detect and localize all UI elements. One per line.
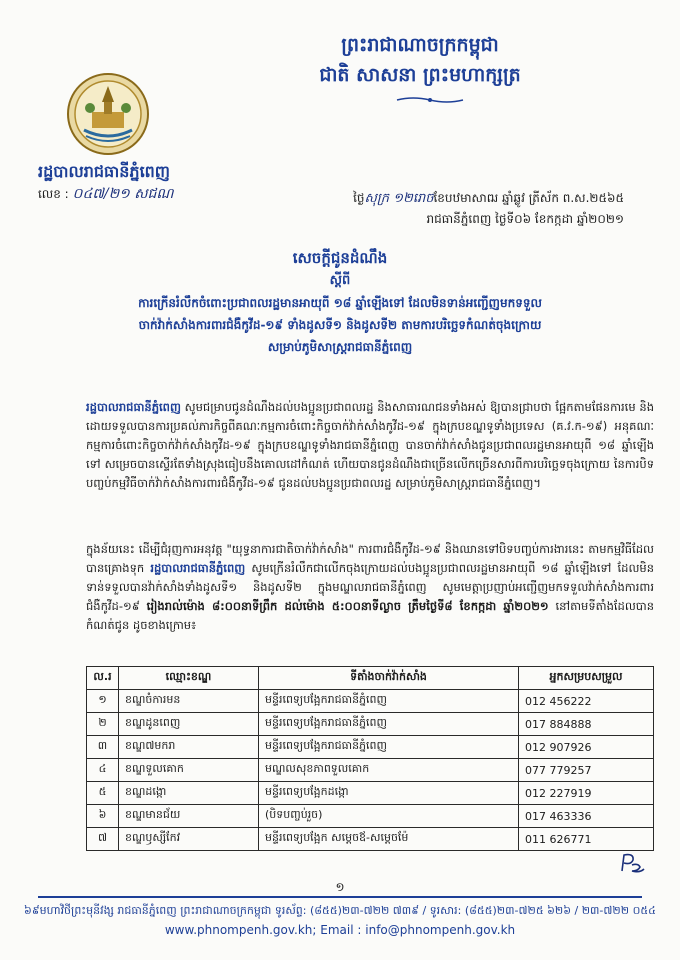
cell-phone: 012 907926 xyxy=(519,736,654,759)
footer-contact: www.phnompenh.gov.kh; Email : info@phnompenh.gov.kh xyxy=(164,923,516,937)
cell-district: ខណ្ឌឫស្សីកែវ xyxy=(119,828,259,851)
cell-site: មណ្ឌលសុខភាពទួលគោក xyxy=(259,759,519,782)
date-lunar-rest: ខែបឋមាសាឍ ឆ្នាំឆ្លូវ ត្រីស័ក ព.ស.២៥៦៥ xyxy=(433,191,624,205)
cell-phone: 077 779257 xyxy=(519,759,654,782)
notice-titles xyxy=(40,246,640,358)
cell-site: មន្ទីរពេទ្យបង្អែកដង្កោ xyxy=(259,782,519,805)
cell-district: ខណ្ឌដូនពេញ xyxy=(119,713,259,736)
paragraph-2-text-c: នៅតាមទីតាំងដែលបានកំណត់ជូន ដូចខាងក្រោម៖ xyxy=(86,599,655,632)
footer-divider xyxy=(38,896,642,898)
notice-subject-line-1: ការក្រើនរំលឹកចំពោះប្រជាពលរដ្ឋមានអាយុពី ១៨ ឆ្នាំឡើងទៅ ដែលមិនទាន់អញ្ជើញមកទទួល xyxy=(138,296,542,310)
cell-number: ៦ xyxy=(87,805,119,828)
lunar-date xyxy=(353,188,624,209)
reference-label: លេខ : xyxy=(38,187,69,201)
footer-website-link[interactable]: www.phnompenh.gov.kh xyxy=(164,923,313,937)
reference-number xyxy=(38,184,174,204)
table-row xyxy=(87,690,654,713)
table-row xyxy=(87,782,654,805)
cell-site: មន្ទីរពេទ្យបង្អែករាជធានីភ្នំពេញ xyxy=(259,736,519,759)
cell-site: មន្ទីរពេទ្យបង្អែករាជធានីភ្នំពេញ xyxy=(259,713,519,736)
notice-subject-label: ស្តីពី xyxy=(329,273,351,288)
table-row xyxy=(87,759,654,782)
cell-site: មន្ទីរពេទ្យបង្អែករាជធានីភ្នំពេញ xyxy=(259,690,519,713)
cell-site: មន្ទីរពេទ្យបង្អែក សម្តេចឪ-សម្តេចម៉ែ xyxy=(259,828,519,851)
col-header-coordinator: អ្នកសម្របសម្រួល xyxy=(519,667,654,690)
cell-district: ខណ្ឌចំការមន xyxy=(119,690,259,713)
cell-district: ខណ្ឌដង្កោ xyxy=(119,782,259,805)
cell-number: ១ xyxy=(87,690,119,713)
date-block xyxy=(353,188,624,229)
cell-number: ២ xyxy=(87,713,119,736)
notice-subject-line-3: សម្រាប់ភូមិសាស្ត្ររាជធានីភ្នំពេញ xyxy=(267,340,413,354)
footer-address: ៦៩មហាវិថីព្រះមុនីវង្ស រាជធានីភ្នំពេញ ព្រះរាជាណាចក្រកម្ពុជា ទូរស័ព្ទ: (៨៥៥)២៣-៧២២ ៧៣៩ / ទូរសារ: (៨៥៥)២៣-៧២៥ ៦២៦ / ២៣-៧២២ ០៥៤ xyxy=(24,904,656,917)
sender-name: រដ្ឋបាលរាជធានីភ្នំពេញ xyxy=(38,162,171,181)
paragraph-2-schedule: រៀងរាល់ម៉ោង ៨:០០នាទីព្រឹក ដល់ម៉ោង ៥:០០នាទីល្ងាច ត្រឹមថ្ងៃទី៨ ខែកក្កដា ឆ្នាំ២០២១ xyxy=(146,599,549,613)
cell-phone: 017 884888 xyxy=(519,713,654,736)
cell-number: ៣ xyxy=(87,736,119,759)
paragraph-2-lead: រដ្ឋបាលរាជធានីភ្នំពេញ xyxy=(150,561,246,575)
footer-email-label: Email : xyxy=(320,923,362,937)
signature-initials-icon xyxy=(618,851,646,875)
cell-site: (បិទបញ្ចប់រួច) xyxy=(259,805,519,828)
notice-subject-line-2: ចាក់វ៉ាក់សាំងការពារជំងឺកូវីដ-១៩ ទាំងដូសទី១ និងដូសទី២ តាមការបរិច្ឆេទកំណត់ចុងក្រោយ xyxy=(138,318,542,332)
kingdom-line-1: ព្រះរាជាណាចក្រកម្ពុជា xyxy=(341,34,499,56)
cell-district: ខណ្ឌ៧មករា xyxy=(119,736,259,759)
page-number: ១ xyxy=(335,880,345,894)
notice-title: សេចក្តីជូនដំណឹង xyxy=(292,249,388,267)
solar-date: រាជធានីភ្នំពេញ ថ្ងៃទី០៦ ខែកក្កដា ឆ្នាំ២០២១ xyxy=(426,212,624,226)
paragraph-1-lead: រដ្ឋបាលរាជធានីភ្នំពេញ xyxy=(86,400,181,414)
cell-phone: 011 626771 xyxy=(519,828,654,851)
sender-block xyxy=(38,160,174,204)
table-header-row xyxy=(87,667,654,690)
table-row xyxy=(87,828,654,851)
table-row xyxy=(87,713,654,736)
paragraph-1 xyxy=(86,398,654,493)
cell-phone: 012 456222 xyxy=(519,690,654,713)
cell-phone: 017 463336 xyxy=(519,805,654,828)
cell-number: ៥ xyxy=(87,782,119,805)
paragraph-2 xyxy=(86,540,654,635)
kingdom-heading xyxy=(210,30,630,90)
cell-district: ខណ្ឌទួលគោក xyxy=(119,759,259,782)
table-row xyxy=(87,805,654,828)
kingdom-line-2: ជាតិ សាសនា ព្រះមហាក្សត្រ xyxy=(319,64,521,86)
footer xyxy=(0,902,680,940)
paragraph-2-text-a: ក្នុងន័យនេះ ដើម្បីជំរុញការអនុវត្ត "យុទ្ធនាការជាតិចាក់វ៉ាក់សាំង" ការពារជំងឺកូវីដ-១៩ និងឈានទៅបិទបញ្ចប់ការងារនេះ តាមកម្មវិធីដែលបានគ្រោងទុក xyxy=(86,542,654,575)
reference-value: ០៤៧/២១ សជណ xyxy=(72,186,174,202)
paragraph-2-text-b: សូមក្រើនរំលឹកជាលើកចុងក្រោយដល់បងប្អូនប្រជាពលរដ្ឋមានអាយុពី ១៨ ឆ្នាំឡើងទៅ ដែលមិនទាន់ទទួលបានវ៉ាក់សាំងទាំងដូសទី១ និងដូសទី២ ក្នុងមណ្ឌលរាជធានីភ្នំពេញ សូមមេត្តាប្រញាប់អញ្ជើញមកទទួលវ៉ាក់សាំងការពារជំងឺកូវីដ-១៩ xyxy=(86,561,654,613)
paragraph-1-text: សូមជម្រាបជូនដំណឹងដល់បងប្អូនប្រជាពលរដ្ឋ និងសាធារណជនទាំងអស់ ឱ្យបានជ្រាបថា ផ្អែកតាមផែនការមេ និងដោយទទួលបានការប្រគល់ភារកិច្ចពីគណៈកម្មការចំពោះកិច្ចចាក់វ៉ាក់សាំងកូវីដ-១៩ ក្នុងក្របខណ្ឌទូទាំងប្រទេស (គ.វ.ក-១៩) អនុគណៈកម្មការចំពោះកិច្ចចាក់វ៉ាក់សាំងកូវីដ-១៩ ក្នុងក្របខណ្ឌទូទាំងរាជធានីភ្នំពេញ បានចាក់វ៉ាក់សាំងជូនប្រជាពលរដ្ឋមានអាយុពី ១៨ ឆ្នាំឡើងទៅ សម្រេចបានស្ទើរតែទាំងស្រុងធៀបនឹងគោលដៅកំណត់ ហើយបានជូនដំណឹងជាច្រើនលើកច្រើនសារពីការបរិច្ឆេទចុងក្រោយ នៃការបិទបញ្ចប់កម្មវិធីចាក់វ៉ាក់សាំងការពារជំងឺកូវីដ-១៩ ជូនដល់បងប្អូនប្រជាពលរដ្ឋ សម្រាប់ភូមិសាស្ត្ររាជធានីភ្នំពេញ។ xyxy=(86,400,654,490)
col-header-site: ទីតាំងចាក់វ៉ាក់សាំង xyxy=(259,667,519,690)
phnom-penh-seal-logo xyxy=(66,72,150,156)
cell-phone: 012 227919 xyxy=(519,782,654,805)
date-handwritten: សុក្រ ១២រោច xyxy=(364,191,434,206)
cell-district: ខណ្ឌមានជ័យ xyxy=(119,805,259,828)
col-header-number: ល.រ xyxy=(87,667,119,690)
date-prefix: ថ្ងៃ xyxy=(353,191,365,205)
vaccination-sites-table xyxy=(86,666,654,851)
table-row xyxy=(87,736,654,759)
col-header-district: ឈ្មោះខណ្ឌ xyxy=(119,667,259,690)
cell-number: ៧ xyxy=(87,828,119,851)
ornament-divider-icon xyxy=(395,96,465,104)
cell-number: ៤ xyxy=(87,759,119,782)
footer-email-link[interactable]: info@phnompenh.gov.kh xyxy=(365,923,516,937)
